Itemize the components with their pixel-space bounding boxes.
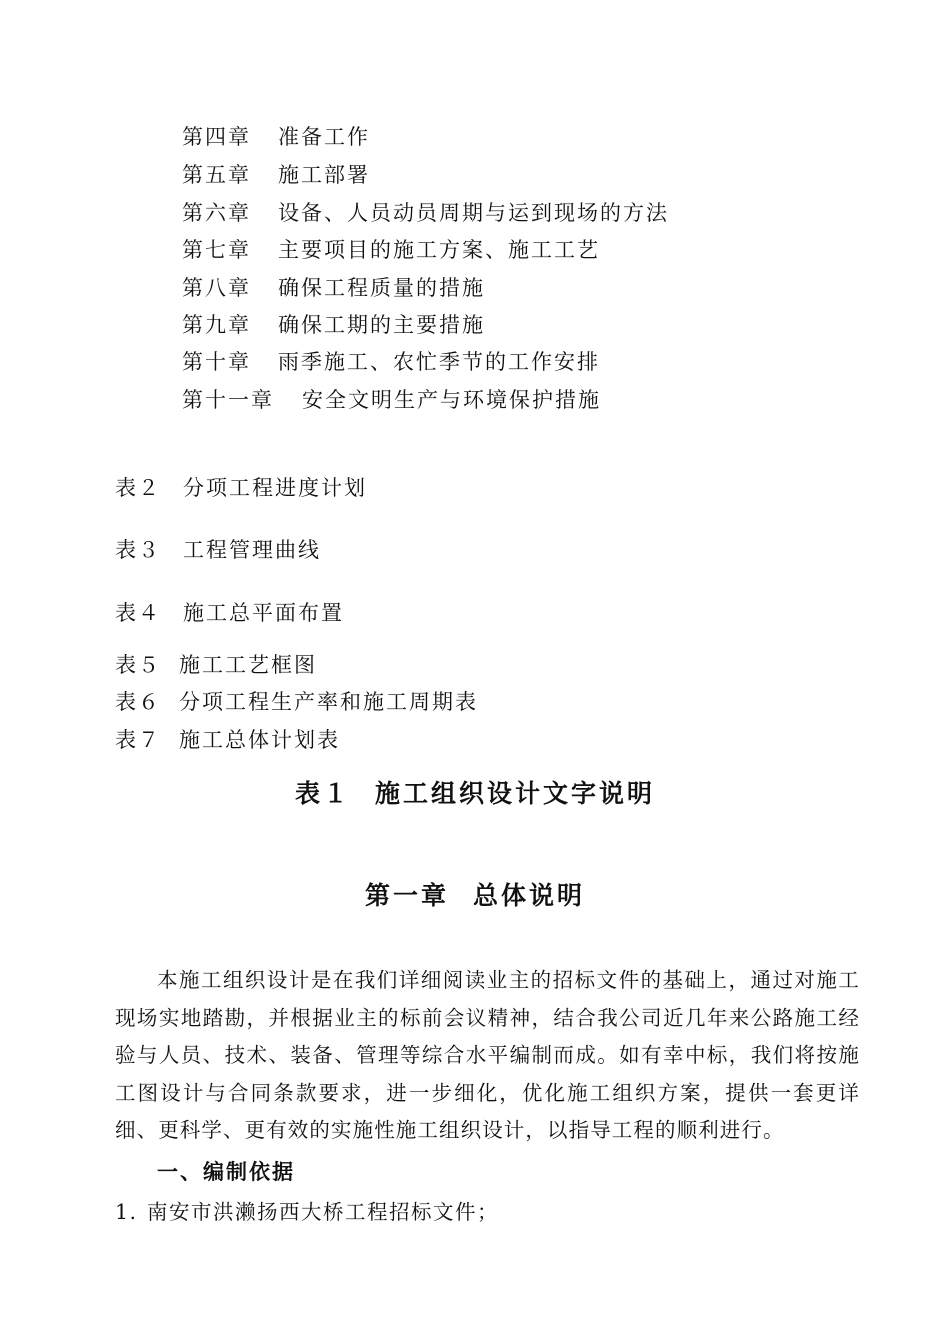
toc-chapter-9: [182, 312, 485, 338]
intro-paragraph: 本施工组织设计是在我们详细阅读业主的招标文件的基础上，通过对施工现场实地踏勘，并根据业主的标前会议精神，结合我公司近几年来公路施工经验与人员、技术、装备、管理等综合水平编制而成。如有幸中标，我们将按施工图设计与合同条款要求，进一步细化，优化施工组织方案，提供一套更详细、更科学、更有效的实施性施工组织设计，以指导工程的顺利进行。: [115, 968, 860, 1143]
table-title: 施工工艺框图: [179, 653, 317, 677]
chapter-number: 第十章: [182, 350, 251, 374]
table-number: 表２: [115, 476, 161, 500]
toc-chapter-7: [182, 237, 600, 263]
chapter-number: 第八章: [182, 276, 251, 300]
toc-chapter-10: [182, 349, 600, 375]
chapter-number: 第六章: [182, 201, 251, 225]
table-number: 表５: [115, 653, 161, 677]
chapter-title: 施工部署: [278, 163, 370, 187]
list-item-number: 1.: [115, 1200, 138, 1224]
chapter-title: 雨季施工、农忙季节的工作安排: [278, 350, 600, 374]
chapter-title: 安全文明生产与环境保护措施: [302, 388, 601, 412]
toc-table-3: [115, 537, 321, 563]
table-title: 分项工程进度计划: [183, 476, 367, 500]
table-title: 分项工程生产率和施工周期表: [179, 690, 478, 714]
chapter-title: 确保工程质量的措施: [278, 276, 485, 300]
section-title: [0, 774, 950, 810]
table-title: 施工总体计划表: [179, 728, 340, 752]
section-number: 表１: [294, 779, 351, 808]
toc-chapter-8: [182, 275, 485, 301]
chapter-number: 第十一章: [182, 388, 274, 412]
toc-table-5: [115, 652, 317, 678]
toc-table-6: [115, 689, 478, 715]
chapter-heading-text: 总体说明: [473, 881, 586, 910]
chapter-number: 第七章: [182, 238, 251, 262]
table-number: 表４: [115, 601, 161, 625]
table-number: 表７: [115, 728, 161, 752]
toc-chapter-4: [182, 124, 370, 150]
table-title: 施工总平面布置: [183, 601, 344, 625]
toc-table-7: [115, 727, 340, 753]
toc-table-2: [115, 475, 367, 501]
toc-table-4: [115, 600, 344, 626]
toc-chapter-5: [182, 162, 370, 188]
chapter-number: 第九章: [182, 313, 251, 337]
chapter-heading: [0, 876, 950, 912]
subheading-basis: 一、编制依据: [157, 1159, 295, 1184]
chapter-number: 第四章: [182, 125, 251, 149]
table-title: 工程管理曲线: [183, 538, 321, 562]
chapter-heading-number: 第一章: [364, 881, 449, 910]
table-number: 表６: [115, 690, 161, 714]
chapter-title: 准备工作: [278, 125, 370, 149]
list-item: [115, 1195, 499, 1225]
list-item-text: 南安市洪濑扬西大桥工程招标文件；: [147, 1200, 499, 1224]
section-text: 施工组织设计文字说明: [375, 779, 656, 808]
toc-chapter-6: [182, 200, 669, 226]
toc-chapter-11: [182, 387, 601, 413]
chapter-title: 主要项目的施工方案、施工工艺: [278, 238, 600, 262]
table-number: 表３: [115, 538, 161, 562]
chapter-number: 第五章: [182, 163, 251, 187]
chapter-title: 设备、人员动员周期与运到现场的方法: [278, 201, 669, 225]
chapter-title: 确保工期的主要措施: [278, 313, 485, 337]
